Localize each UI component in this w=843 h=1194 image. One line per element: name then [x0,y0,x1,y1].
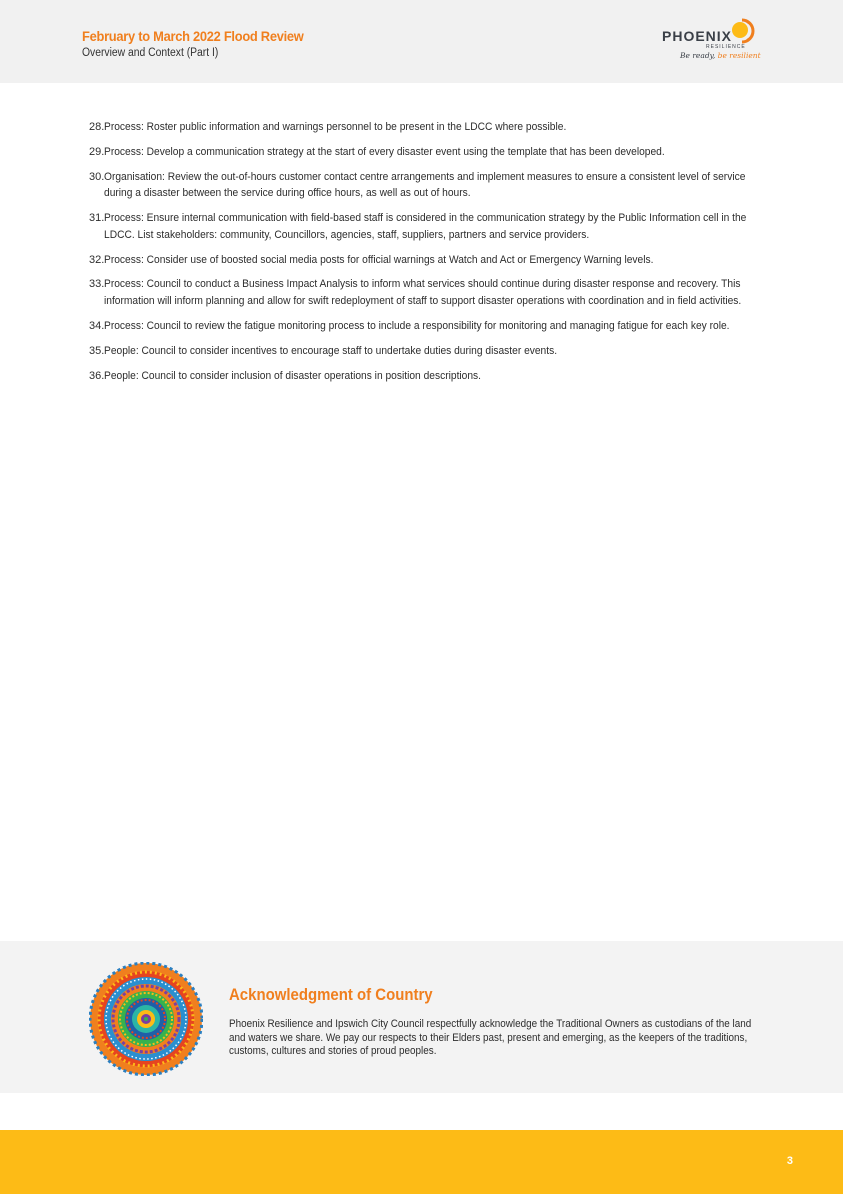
list-item: 28. Process: Roster public information and warnings personnel to be present in the LDCC where possible. [89,121,567,133]
list-item: 35. People: Council to consider incentives to encourage staff to undertake duties during disaster events. [89,344,558,357]
list-item: 33. Process: Council to conduct a Business Impact Analysis to inform what services should continue during disaster response and recovery. This information will inform planning and allow for swift redeployment of staff to support disaster operations with coordination and in field activities. [89,278,742,307]
list-item: 31. Process: Ensure internal communication with field-based staff is considered in the communication strategy by the Public Information cell in the LDCC. List stakeholders: community, Councillors, agencies, staff, suppliers, partners and service providers. [89,212,747,241]
phoenix-swoosh-icon [728,16,758,46]
logo-tagline: Be ready, be resilient [680,51,761,60]
recommendations-list [89,119,779,393]
acknowledgment-title: Acknowledgment of Country [229,985,433,1004]
page-footer [0,1130,843,1194]
page-header [0,0,843,83]
list-item: 32. Process: Consider use of boosted social media posts for official warnings at Watch and Act or Emergency Warning levels. [89,253,654,266]
document-subtitle: Overview and Context (Part I) [82,47,219,59]
logo-wordmark: PHOENIX [662,28,733,44]
document-title: February to March 2022 Flood Review [82,28,304,44]
page-number: 3 [786,1155,793,1167]
acknowledgment-text: Phoenix Resilience and Ipswich City Council respectfully acknowledge the Traditional Owners as custodians of the land and waters we share. We pay our respects to their Elders past, present and emerging, as the keepers of the traditions, customs, cultures and stories of proud peoples. [229,1018,752,1057]
phoenix-resilience-logo [662,16,762,66]
logo-subtext: RESILIENCE [706,44,746,50]
list-item: 34. Process: Council to review the fatigue monitoring process to include a responsibility for monitoring and managing fatigue for each key role. [89,319,730,332]
list-item: 36. People: Council to consider inclusion of disaster operations in position descriptions. [89,369,482,382]
list-item: 29. Process: Develop a communication strategy at the start of every disaster event using the template that has been developed. [89,145,665,158]
aboriginal-dot-art-icon [89,962,203,1076]
list-item: 30. Organisation: Review the out-of-hours customer contact centre arrangements and implement measures to ensure a consistent level of service during a disaster between the service during office hours, as well as out of hours. [89,170,746,200]
